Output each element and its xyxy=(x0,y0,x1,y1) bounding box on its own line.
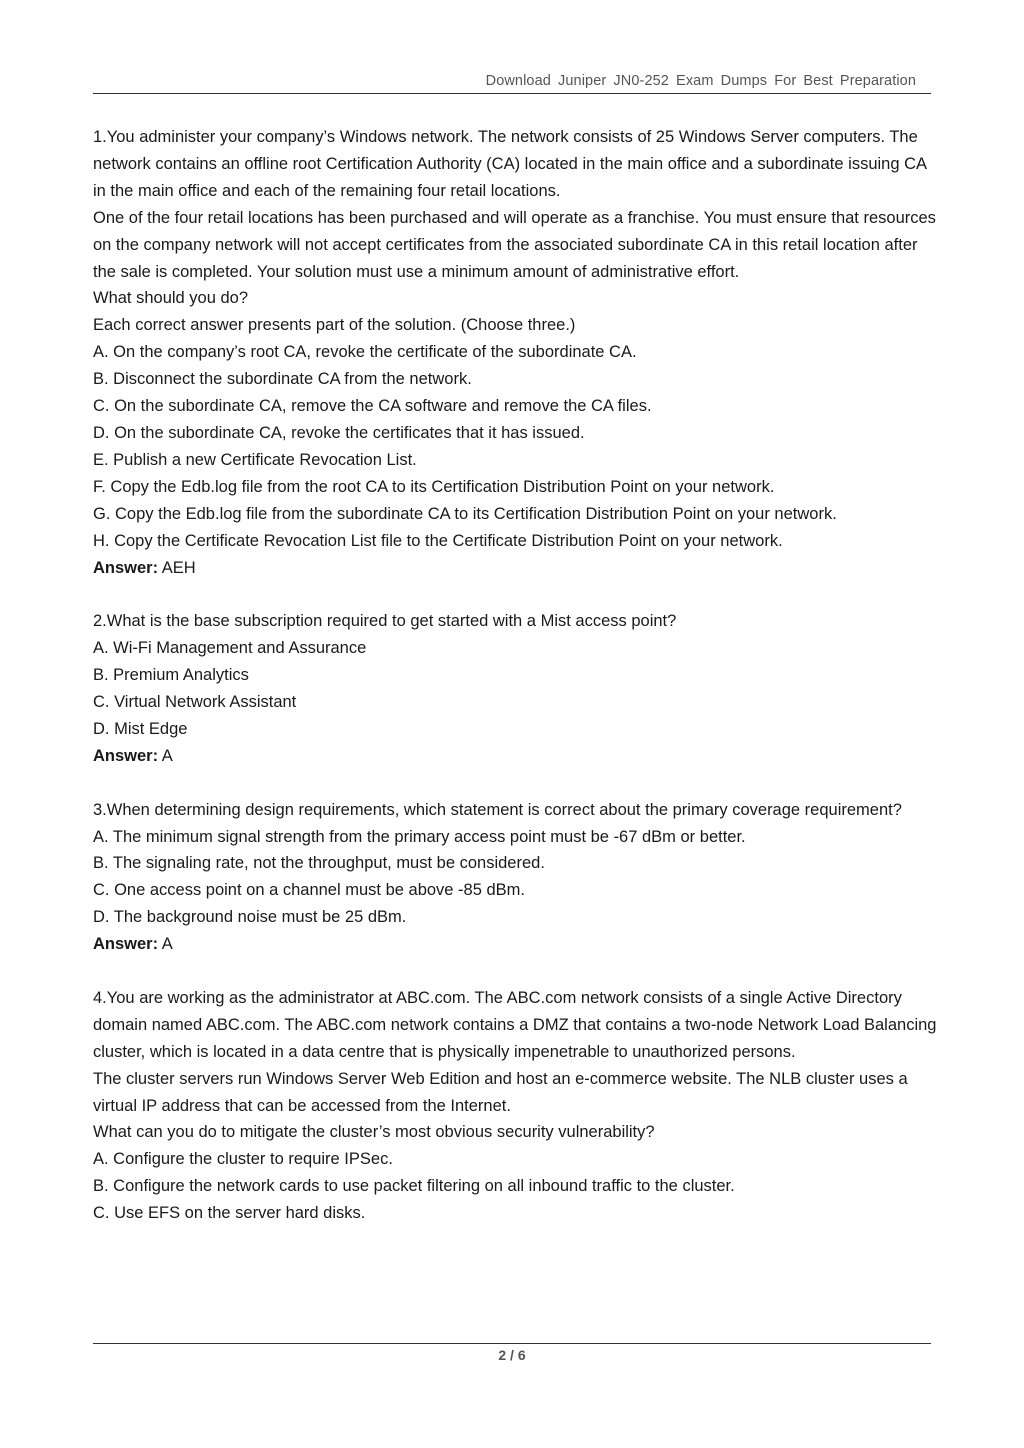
question-prompt: What should you do? xyxy=(93,289,249,308)
option-a: A. Wi-Fi Management and Assurance xyxy=(93,639,367,658)
option-b: B. Disconnect the subordinate CA from the network. xyxy=(93,370,472,389)
answer-label: Answer: xyxy=(93,935,159,954)
question-1 xyxy=(93,124,938,581)
option-a: A. Configure the cluster to require IPSec. xyxy=(93,1150,393,1169)
question-3 xyxy=(93,797,938,958)
option-d: D. On the subordinate CA, revoke the certificates that it has issued. xyxy=(93,423,585,442)
option-b: B. Configure the network cards to use packet filtering on all inbound traffic to the cluster. xyxy=(93,1177,735,1196)
page-header-title: Download Juniper JN0-252 Exam Dumps For Best Preparation xyxy=(485,73,916,89)
option-h: H. Copy the Certificate Revocation List file to the Certificate Distribution Point on your network. xyxy=(93,531,783,550)
option-e: E. Publish a new Certificate Revocation List. xyxy=(93,450,417,469)
option-c: C. Use EFS on the server hard disks. xyxy=(93,1204,366,1223)
answer-line xyxy=(93,931,938,958)
option-g: G. Copy the Edb.log file from the subordinate CA to its Certification Distribution Point on your network. xyxy=(93,504,837,523)
answer-line xyxy=(93,555,938,582)
question-text: 2.What is the base subscription required to get started with a Mist access point? xyxy=(93,612,677,631)
option-c: C. One access point on a channel must be above -85 dBm. xyxy=(93,881,525,900)
option-b: B. Premium Analytics xyxy=(93,666,249,685)
option-c: C. Virtual Network Assistant xyxy=(93,693,297,712)
footer-divider xyxy=(93,1343,931,1344)
answer-value: A xyxy=(158,935,173,954)
option-d: D. Mist Edge xyxy=(93,719,188,738)
question-text: 3.When determining design requirements, which statement is correct about the primary coverage requirement? xyxy=(93,800,902,819)
answer-line xyxy=(93,743,938,770)
question-2 xyxy=(93,608,938,769)
answer-value: A xyxy=(158,746,173,765)
option-a: A. The minimum signal strength from the primary access point must be -67 dBm or better. xyxy=(93,827,746,846)
question-text: The cluster servers run Windows Server Web Edition and host an e-commerce website. The NLB cluster uses a virtual IP address that can be accessed from the Internet. xyxy=(93,1069,908,1115)
option-b: B. The signaling rate, not the throughput, must be considered. xyxy=(93,854,545,873)
option-a: A. On the company’s root CA, revoke the certificate of the subordinate CA. xyxy=(93,343,637,362)
question-text: 1.You administer your company’s Windows network. The network consists of 25 Windows Server computers. The network contains an offline root Certification Authority (CA) located in the main office and a subordinate issuing CA in the main office and each of the remaining four retail locations. xyxy=(93,128,927,200)
question-prompt: What can you do to mitigate the cluster’s most obvious security vulnerability? xyxy=(93,1123,655,1142)
question-text: One of the four retail locations has been purchased and will operate as a franchise. You must ensure that resources on the company network will not accept certificates from the associated subordinate CA in this retail location after the sale is completed. Your solution must use a minimum amount of administrative effort. xyxy=(93,208,936,281)
document-body xyxy=(93,124,938,1254)
header-divider xyxy=(93,93,931,94)
option-d: D. The background noise must be 25 dBm. xyxy=(93,908,407,927)
question-text: 4.You are working as the administrator at ABC.com. The ABC.com network consists of a single Active Directory domain named ABC.com. The ABC.com network contains a DMZ that contains a two-node Network Load Balancing cluster, which is located in a data centre that is physically impenetrable to unauthorized persons. xyxy=(93,988,937,1061)
answer-label: Answer: xyxy=(93,558,159,577)
option-f: F. Copy the Edb.log file from the root CA to its Certification Distribution Point on your network. xyxy=(93,477,775,496)
question-4 xyxy=(93,985,938,1227)
option-c: C. On the subordinate CA, remove the CA software and remove the CA files. xyxy=(93,397,652,416)
answer-label: Answer: xyxy=(93,746,159,765)
page-number: 2 / 6 xyxy=(498,1347,526,1363)
answer-value: AEH xyxy=(158,558,196,577)
question-instruction: Each correct answer presents part of the solution. (Choose three.) xyxy=(93,316,576,335)
